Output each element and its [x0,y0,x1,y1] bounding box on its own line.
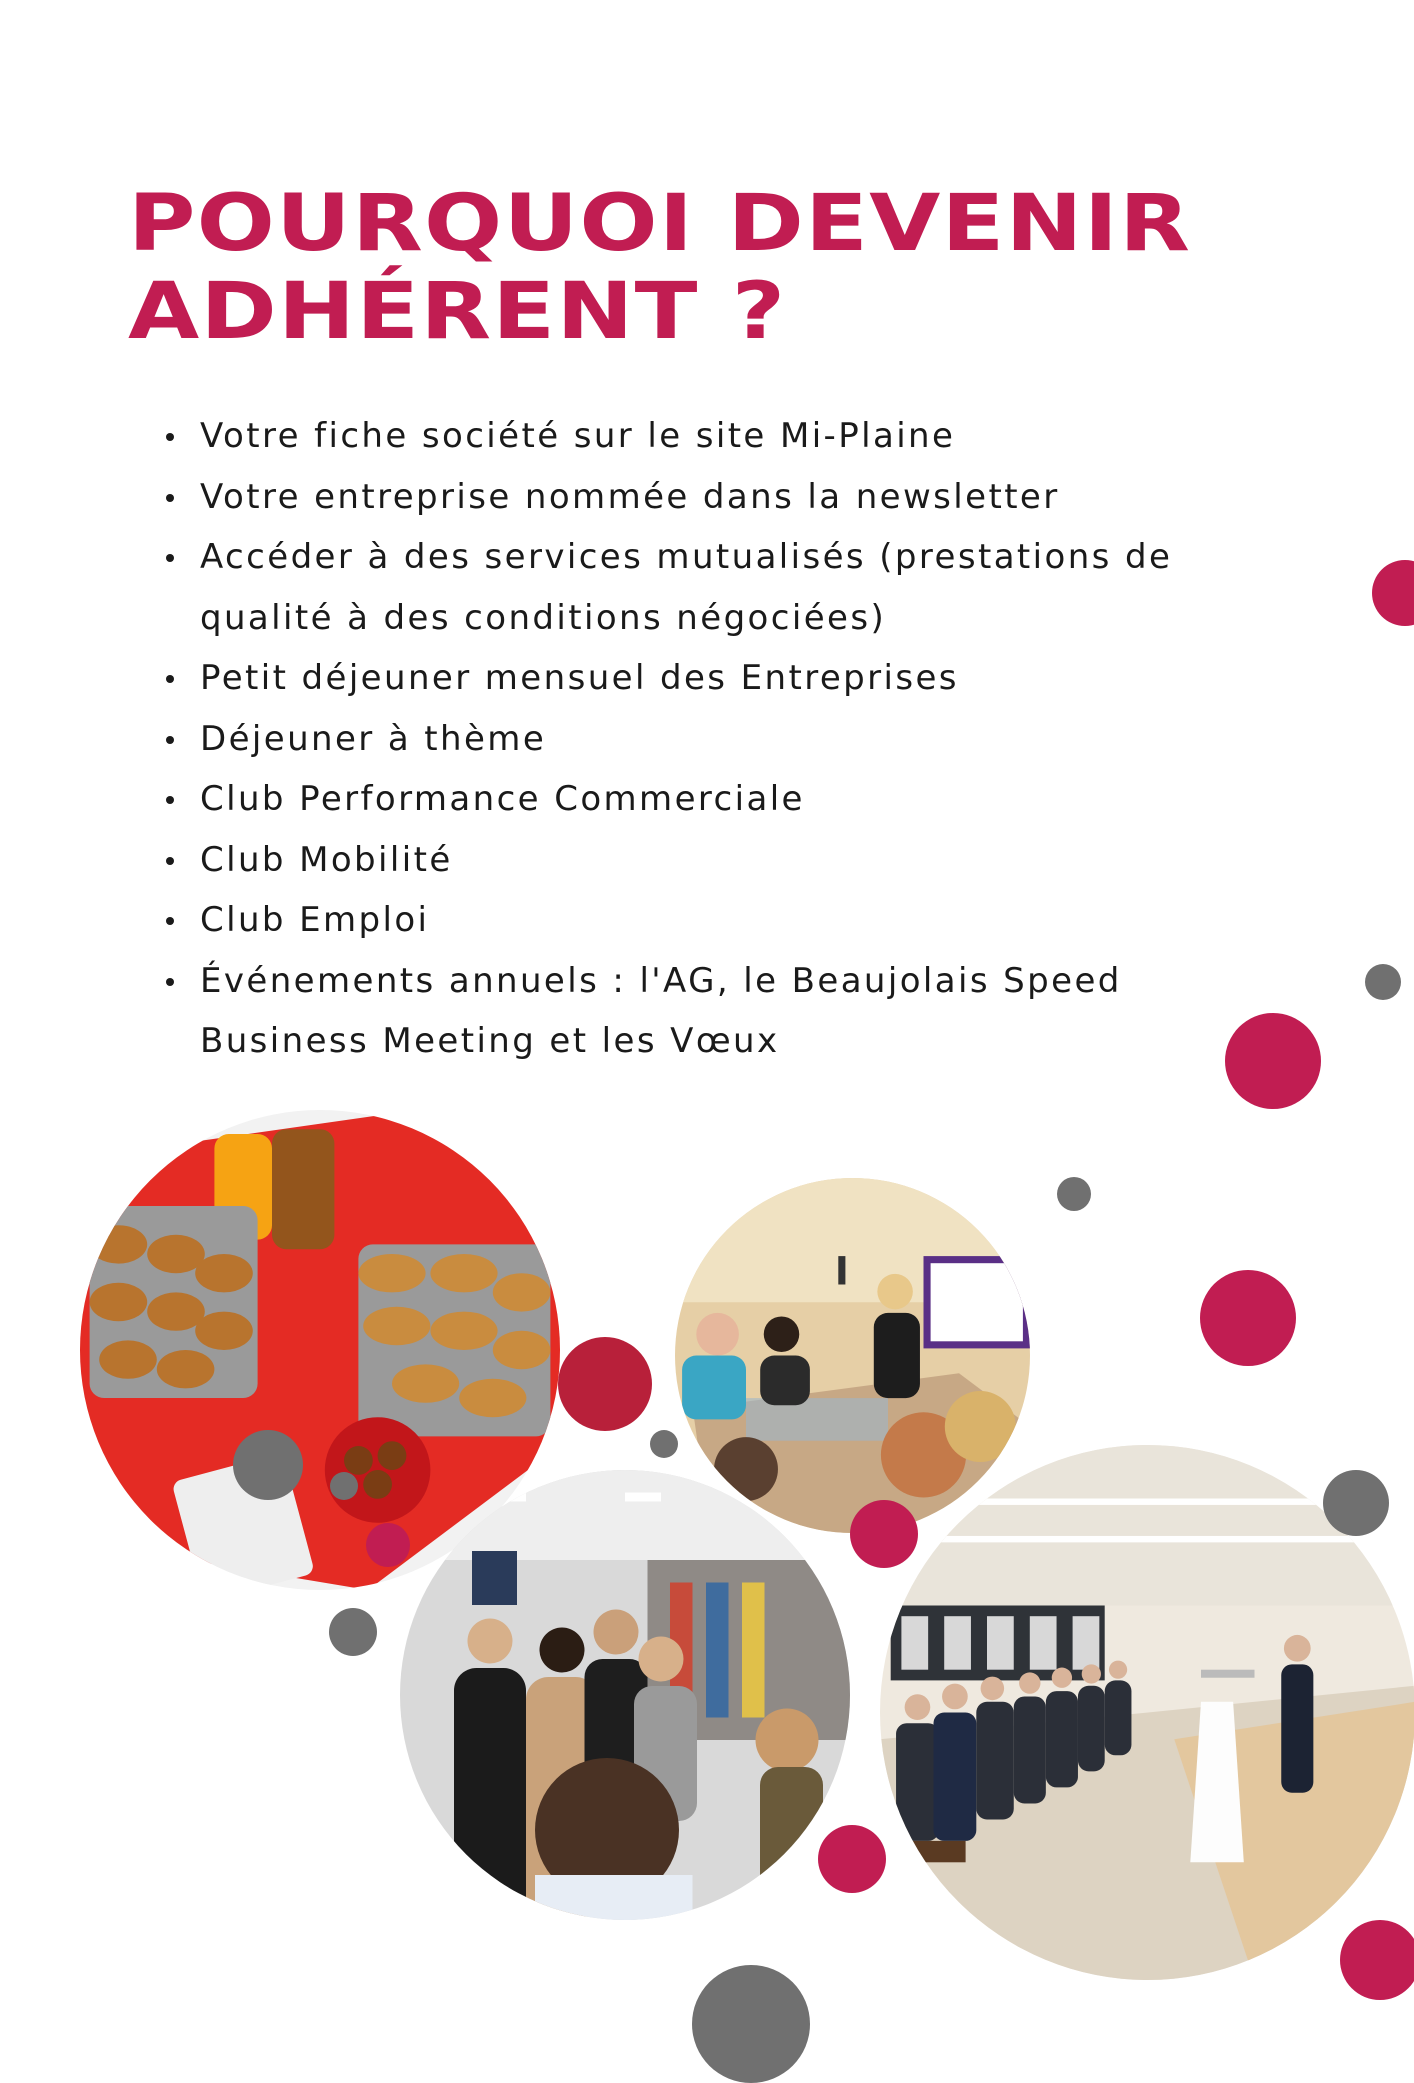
grey-dot [1365,964,1401,1000]
grey-dot [233,1430,303,1500]
grey-dot [692,1965,810,2083]
grey-dot [329,1608,377,1656]
page-title [128,180,1414,356]
accent-dot [1372,560,1414,626]
grey-dot [330,1472,358,1500]
grey-dot [1057,1177,1091,1211]
accent-dot [1200,1270,1296,1366]
benefit-item: Événements annuels : l'AG, le Beaujolais Speed Business Meeting et les Vœux [160,951,1240,1072]
grey-dot [650,1430,678,1458]
accent-dot [818,1825,886,1893]
benefit-item: Déjeuner à thème [160,709,1240,770]
accent-dot [1340,1920,1414,2000]
benefit-item: Club Performance Commerciale [160,769,1240,830]
benefit-item: Club Emploi [160,890,1240,951]
benefits-list [160,406,1240,1072]
page-title-line-1: POURQUOI DEVENIR [128,179,1192,269]
accent-dot [366,1523,410,1567]
accent-dot [850,1500,918,1568]
networking-event-photo [400,1470,850,1920]
benefit-item: Accéder à des services mutualisés (prestations de qualité à des conditions négociées) [160,527,1240,648]
page-title-line-2: ADHÉRENT ? [128,267,787,357]
grey-dot [1323,1470,1389,1536]
benefit-item: Votre entreprise nommée dans la newsletter [160,467,1240,528]
accent-dot [1225,1013,1321,1109]
accent-dot [558,1337,652,1431]
benefit-item: Petit déjeuner mensuel des Entreprises [160,648,1240,709]
benefit-item: Club Mobilité [160,830,1240,891]
meeting-presentation-photo [675,1178,1030,1533]
benefit-item: Votre fiche société sur le site Mi-Plaine [160,406,1240,467]
